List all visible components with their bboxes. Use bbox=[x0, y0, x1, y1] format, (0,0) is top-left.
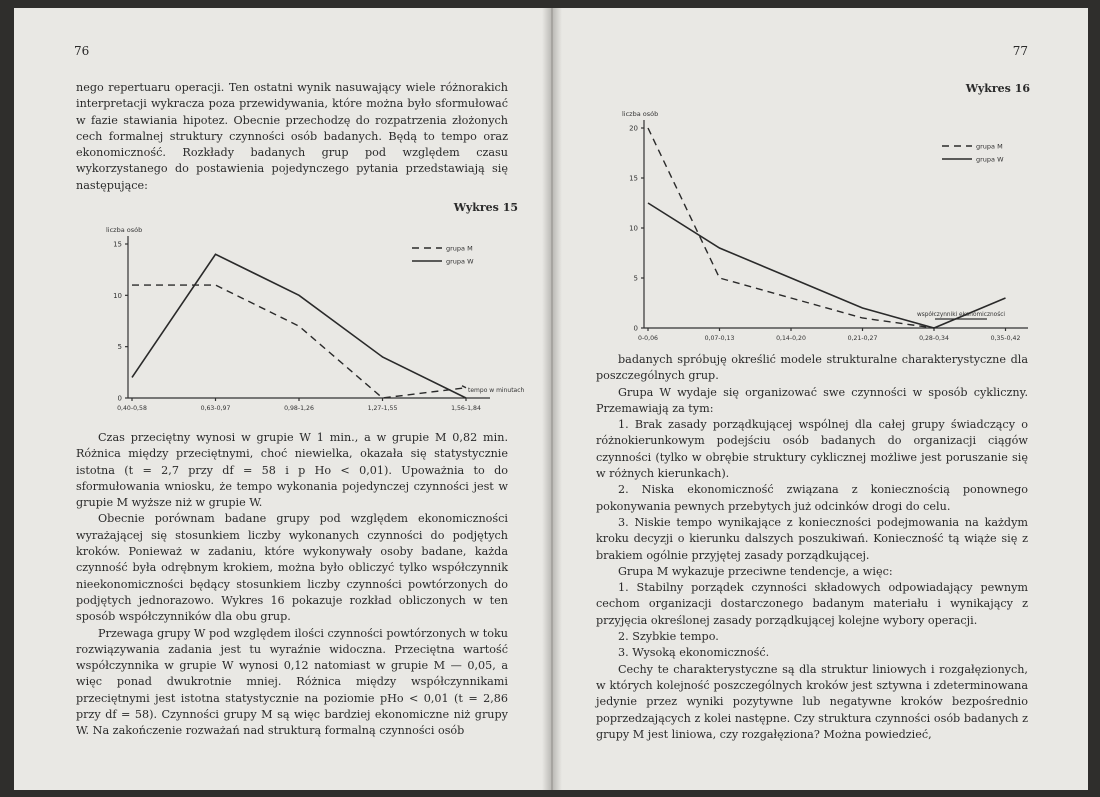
list-item: 3. Wysoką ekonomiczność. bbox=[618, 646, 770, 660]
paragraph: nego repertuaru operacji. Ten ostatni wynik nasuwający wiele różnorakich interpretacji wykracza poza przewidywania, które można było sformułować w fazie stawiania hipotez. Obecnie przechodzę do rozpatrzenia złożonych cech formalnej struktury czynności osób badanych. Będą to tempo oraz ekonomiczność. Rozkłady badanych grup pod względem czasu wykorzystanego do postawienia pojedynczego pytania przedstawiają się następujące: bbox=[76, 81, 508, 192]
series-line-grupa-M bbox=[648, 128, 934, 328]
paragraph: Czas przeciętny wynosi w grupie W 1 min., a w grupie M 0,82 min. Różnica między przeciętnymi, choć niewielka, okazała się statystycznie istotna (t = 2,7 przy df = 58 i p Ho < 0,01). Upoważnia to do sformułowania wniosku, że tempo wykonania pojedynczej czynności jest w grupie M wyższe niż w grupie W. bbox=[76, 431, 508, 510]
paragraph: Obecnie porównam badane grupy pod względem ekonomiczności wyrażającej się stosunkiem liczby wykonanych czynności do podjętych kroków. Ponieważ w zadaniu, które wykonywały osoby badane, każda czynność była odrębnym krokiem, można było obliczyć tylko współczynnik nieekonomiczności będący stosunkiem liczby czynności powtórzonych do podjętych jednorazowo. Wykres 16 pokazuje rozkład obliczonych w ten sposób współczynników dla obu grup. bbox=[76, 512, 508, 624]
paragraph: Grupa W wydaje się organizować swe czynności w sposób cykliczny. Przemawiają za tym: bbox=[596, 385, 1028, 415]
book-gutter bbox=[542, 8, 562, 790]
x-tick-label: 0,07-0,13 bbox=[704, 335, 735, 342]
list-item: 1. Brak zasady porządkującej wspólnej dla całej grupy świadczący o różnokierunkowym podejściu osób badanych do organizacji ciągów czynności (tylko w obrębie struktury cyklicznej możliwe jest poruszanie się w różnych kierunkach). bbox=[596, 418, 1028, 481]
y-tick-label: 15 bbox=[629, 174, 638, 183]
series-line-grupa-M bbox=[132, 285, 466, 398]
x-tick-label: 0,98-1,26 bbox=[284, 405, 314, 412]
text-block bbox=[76, 80, 508, 194]
y-tick-label: 5 bbox=[633, 274, 638, 283]
book-spread bbox=[14, 8, 1088, 790]
page-number: 77 bbox=[1012, 44, 1028, 58]
x-axis-label: współczynniki ekonomiczności bbox=[916, 312, 1006, 318]
legend-label: grupa W bbox=[446, 257, 474, 266]
legend-label: grupa M bbox=[976, 142, 1003, 151]
list-item: 2. Szybkie tempo. bbox=[618, 630, 719, 644]
x-tick-label: 1,27-1,55 bbox=[367, 405, 398, 412]
paragraph: Cechy te charakterystyczne są dla struktur liniowych i rozgałęzionych, w których kolejność poszczególnych kroków jest sztywna i zdeterminowana jedynie przez wyniki pozytywne lub negatywne kroków bezpośrednio poprzedzających z kolei następne. Czy struktura czynności osób badanych z grupy M jest liniowa, czy rozgałęziona? Można powiedzieć, bbox=[596, 662, 1028, 741]
figure-title: Wykres 15 bbox=[453, 201, 518, 214]
right-page bbox=[552, 8, 1088, 790]
y-tick-label: 15 bbox=[113, 240, 122, 249]
page-number: 76 bbox=[74, 44, 90, 58]
figure-title: Wykres 16 bbox=[965, 82, 1030, 95]
legend-label: grupa M bbox=[446, 244, 473, 253]
x-tick-label: 0,28-0,34 bbox=[919, 335, 949, 342]
series-line-grupa-W bbox=[648, 203, 1006, 328]
x-tick-label: 1,56-1,84 bbox=[451, 405, 481, 412]
list-item: 3. Niskie tempo wynikające z konieczności podejmowania na każdym kroku decyzji o kierunku dalszych poszukiwań. Konieczność tą wiąże się z brakiem ogólnie przyjętej zasady porządkującej. bbox=[596, 515, 1028, 562]
paragraph: badanych spróbuję określić modele strukturalne charakterystyczne dla poszczególnych grup. bbox=[596, 353, 1028, 383]
x-tick-label: 0-0,06 bbox=[638, 335, 658, 342]
y-axis-label: liczba osób bbox=[622, 110, 659, 118]
list-item: 1. Stabilny porządek czynności składowych odpowiadający pewnym cechom organizacji dostarczonego badanym materiału i wynikający z przyjęcia określonej zasady porządkującej kolejne wybory operacji. bbox=[596, 581, 1028, 627]
y-tick-label: 20 bbox=[629, 124, 638, 133]
chart-wykres-16 bbox=[596, 98, 1036, 348]
x-axis-label: tempo w minutach bbox=[468, 387, 525, 394]
list-item: 2. Niska ekonomiczność związana z koniecznością ponownego pokonywania pewnych przebytych już odcinków drogi do celu. bbox=[596, 483, 1028, 513]
y-tick-label: 10 bbox=[113, 291, 122, 300]
series-line-grupa-W bbox=[132, 254, 466, 398]
paragraph: Przewaga grupy W pod względem ilości czynności powtórzonych w toku rozwiązywania zadania jest tu wyraźnie widoczna. Przeciętna wartość współczynnika w grupie W wynosi 0,12 natomiast w grupie M — 0,05, a więc ponad dwukrotnie mniej. Różnica między współczynnikami przeciętnymi jest istotna statystycznie na poziomie pHo < 0,01 (t = 2,86 przy df = 58). Czynności grupy M są więc bardziej ekonomiczne niż grupy W. Na zakończenie rozważań nad strukturą formalną czynności osób bbox=[76, 626, 508, 738]
paragraph: Grupa M wykazuje przeciwne tendencje, a więc: bbox=[618, 564, 893, 578]
x-tick-label: 0,35-0,42 bbox=[990, 335, 1021, 342]
chart-wykres-15 bbox=[82, 220, 525, 412]
x-tick-label: 0,63-0,97 bbox=[200, 405, 231, 412]
y-tick-label: 10 bbox=[629, 224, 638, 233]
y-tick-label: 0 bbox=[117, 394, 122, 403]
text-block bbox=[76, 430, 508, 740]
y-tick-label: 0 bbox=[633, 324, 638, 333]
legend-label: grupa W bbox=[976, 155, 1004, 164]
y-tick-label: 5 bbox=[117, 343, 122, 352]
x-tick-label: 0,40-0,58 bbox=[117, 405, 147, 412]
y-axis-label: liczba osób bbox=[106, 226, 143, 234]
series-line-tail bbox=[462, 386, 466, 388]
x-tick-label: 0,14-0,20 bbox=[776, 335, 806, 342]
left-page bbox=[14, 8, 550, 790]
x-tick-label: 0,21-0,27 bbox=[847, 335, 878, 342]
text-block bbox=[596, 352, 1028, 743]
